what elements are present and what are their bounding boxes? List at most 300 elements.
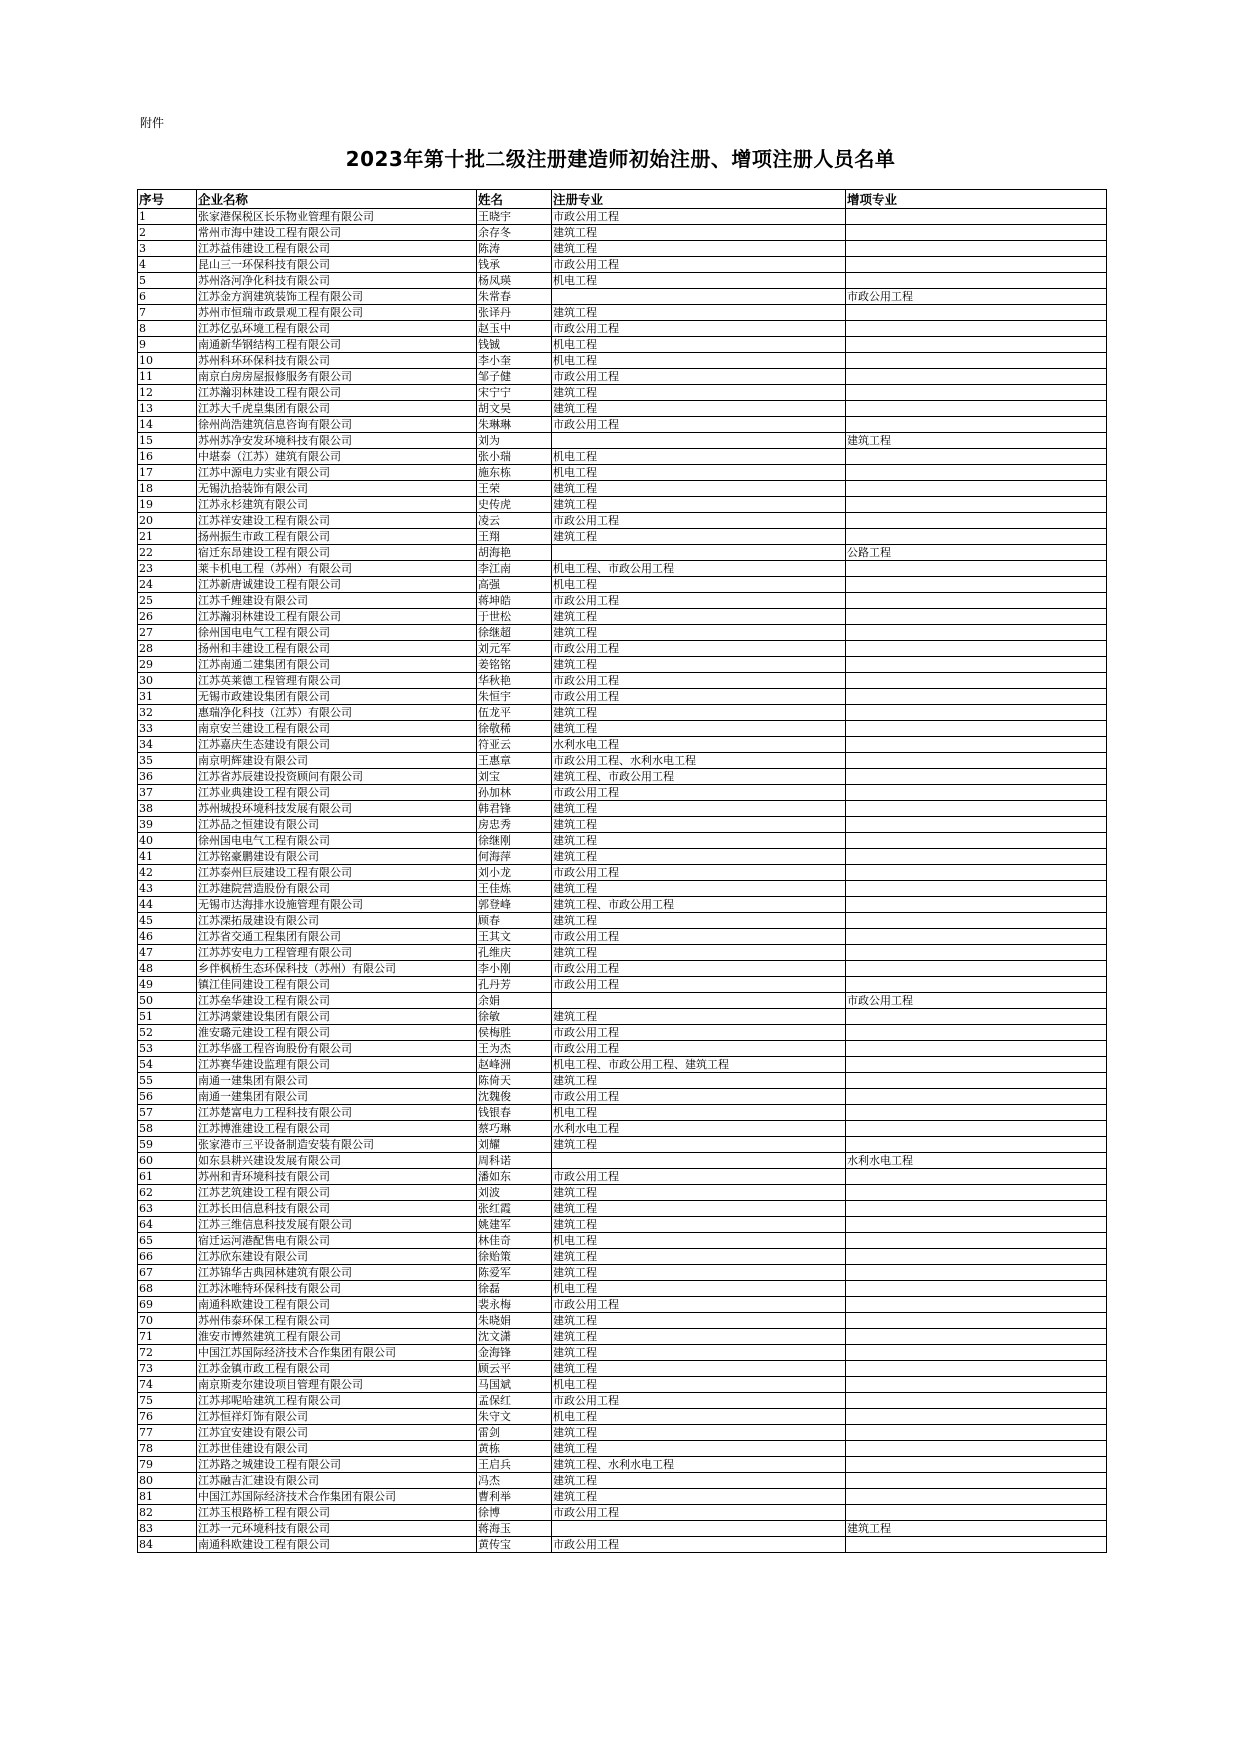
added-specialty-cell: 市政公用工程 [846,289,1107,305]
row-index-cell: 13 [138,401,197,417]
table-row [138,865,1107,881]
table-row [138,1361,1107,1377]
company-cell: 江苏金镇市政工程有限公司 [197,1361,477,1377]
row-index-cell: 64 [138,1217,197,1233]
added-specialty-cell [846,1329,1107,1345]
company-cell: 江苏苏安电力工程管理有限公司 [197,945,477,961]
company-cell: 淮安璐元建设工程有限公司 [197,1025,477,1041]
company-cell: 江苏溧拓晟建设有限公司 [197,913,477,929]
company-cell: 江苏泰州巨辰建设工程有限公司 [197,865,477,881]
added-specialty-cell [846,257,1107,273]
table-row [138,929,1107,945]
registered-specialty-cell: 市政公用工程 [552,1505,846,1521]
added-specialty-cell [846,385,1107,401]
registered-specialty-cell: 建筑工程 [552,1073,846,1089]
added-specialty-cell [846,705,1107,721]
table-row [138,497,1107,513]
person-name-cell: 钱铖 [477,337,552,353]
person-name-cell: 王启兵 [477,1457,552,1473]
row-index-cell: 51 [138,1009,197,1025]
row-index-cell: 52 [138,1025,197,1041]
added-specialty-cell [846,1025,1107,1041]
table-row [138,257,1107,273]
registered-specialty-cell: 建筑工程 [552,1473,846,1489]
person-name-cell: 赵玉中 [477,321,552,337]
table-row [138,1009,1107,1025]
added-specialty-cell [846,497,1107,513]
registered-specialty-cell: 建筑工程 [552,1489,846,1505]
registered-specialty-cell: 建筑工程 [552,1009,846,1025]
registered-specialty-cell: 建筑工程 [552,1249,846,1265]
registered-specialty-cell: 建筑工程 [552,1361,846,1377]
person-name-cell: 杨凤瑛 [477,273,552,289]
person-name-cell: 徐继刚 [477,833,552,849]
table-row [138,1041,1107,1057]
person-name-cell: 胡海艳 [477,545,552,561]
registered-specialty-cell: 机电工程 [552,577,846,593]
company-cell: 江苏中源电力实业有限公司 [197,465,477,481]
row-index-cell: 67 [138,1265,197,1281]
person-name-cell: 蒋海玉 [477,1521,552,1537]
row-index-cell: 78 [138,1441,197,1457]
added-specialty-cell: 市政公用工程 [846,993,1107,1009]
registered-specialty-cell: 建筑工程 [552,225,846,241]
registered-specialty-cell: 水利水电工程 [552,1121,846,1137]
company-cell: 江苏宜安建设有限公司 [197,1425,477,1441]
company-cell: 苏州和青环境科技有限公司 [197,1169,477,1185]
registered-specialty-cell: 建筑工程 [552,497,846,513]
registered-specialty-cell [552,993,846,1009]
added-specialty-cell [846,225,1107,241]
person-name-cell: 余存冬 [477,225,552,241]
person-name-cell: 伍龙平 [477,705,552,721]
row-index-cell: 22 [138,545,197,561]
added-specialty-cell [846,561,1107,577]
added-specialty-cell [846,1489,1107,1505]
registered-specialty-cell: 建筑工程 [552,241,846,257]
table-row [138,1521,1107,1537]
company-cell: 江苏益伟建设工程有限公司 [197,241,477,257]
registered-specialty-cell: 市政公用工程 [552,1041,846,1057]
person-name-cell: 徐贻策 [477,1249,552,1265]
row-index-cell: 15 [138,433,197,449]
registered-specialty-cell: 建筑工程 [552,529,846,545]
company-cell: 如东县耕兴建设发展有限公司 [197,1153,477,1169]
person-name-cell: 沈文潇 [477,1329,552,1345]
company-cell: 淮安市博然建筑工程有限公司 [197,1329,477,1345]
row-index-cell: 50 [138,993,197,1009]
table-row [138,337,1107,353]
row-index-cell: 36 [138,769,197,785]
person-name-cell: 王晓宇 [477,209,552,225]
table-row [138,1409,1107,1425]
added-specialty-cell [846,1441,1107,1457]
person-name-cell: 朱晓娟 [477,1313,552,1329]
row-index-cell: 10 [138,353,197,369]
registered-specialty-cell: 建筑工程 [552,657,846,673]
table-row [138,849,1107,865]
company-cell: 苏州伟泰环保工程有限公司 [197,1313,477,1329]
row-index-cell: 12 [138,385,197,401]
added-specialty-cell [846,1313,1107,1329]
company-cell: 江苏瀚羽林建设工程有限公司 [197,609,477,625]
row-index-cell: 11 [138,369,197,385]
row-index-cell: 65 [138,1233,197,1249]
company-cell: 苏州科环环保科技有限公司 [197,353,477,369]
added-specialty-cell [846,945,1107,961]
company-cell: 江苏省苏辰建设投资顾问有限公司 [197,769,477,785]
person-name-cell: 蔡巧琳 [477,1121,552,1137]
table-row [138,1329,1107,1345]
registered-specialty-cell: 建筑工程 [552,625,846,641]
column-header-index: 序号 [138,190,197,209]
added-specialty-cell [846,1137,1107,1153]
registered-specialty-cell: 市政公用工程 [552,673,846,689]
company-cell: 江苏世佳建设有限公司 [197,1441,477,1457]
added-specialty-cell [846,1009,1107,1025]
company-cell: 江苏融吉汇建设有限公司 [197,1473,477,1489]
added-specialty-cell [846,817,1107,833]
company-cell: 无锡市达海排水设施管理有限公司 [197,897,477,913]
company-cell: 宿迁东昂建设工程有限公司 [197,545,477,561]
column-header-name: 姓名 [477,190,552,209]
added-specialty-cell [846,1233,1107,1249]
table-row [138,913,1107,929]
person-name-cell: 沈魏俊 [477,1089,552,1105]
table-row [138,625,1107,641]
table-row [138,593,1107,609]
registered-specialty-cell: 建筑工程 [552,881,846,897]
person-name-cell: 宋宁宁 [477,385,552,401]
row-index-cell: 27 [138,625,197,641]
person-name-cell: 冯杰 [477,1473,552,1489]
registered-specialty-cell: 市政公用工程 [552,1025,846,1041]
company-cell: 江苏鸿蒙建设集团有限公司 [197,1009,477,1025]
person-name-cell: 王其文 [477,929,552,945]
person-name-cell: 周科诺 [477,1153,552,1169]
person-name-cell: 刘为 [477,433,552,449]
person-name-cell: 林佳奇 [477,1233,552,1249]
table-row [138,721,1107,737]
registered-specialty-cell: 机电工程 [552,337,846,353]
table-row [138,241,1107,257]
row-index-cell: 63 [138,1201,197,1217]
row-index-cell: 32 [138,705,197,721]
company-cell: 扬州振生市政工程有限公司 [197,529,477,545]
added-specialty-cell: 公路工程 [846,545,1107,561]
row-index-cell: 82 [138,1505,197,1521]
row-index-cell: 16 [138,449,197,465]
table-row [138,353,1107,369]
added-specialty-cell [846,1457,1107,1473]
added-specialty-cell [846,641,1107,657]
registered-specialty-cell [552,1521,846,1537]
row-index-cell: 46 [138,929,197,945]
person-name-cell: 朱守文 [477,1409,552,1425]
added-specialty-cell [846,913,1107,929]
company-cell: 南京斯麦尔建设项目管理有限公司 [197,1377,477,1393]
row-index-cell: 73 [138,1361,197,1377]
row-index-cell: 77 [138,1425,197,1441]
company-cell: 江苏博淮建设工程有限公司 [197,1121,477,1137]
registered-specialty-cell: 市政公用工程 [552,641,846,657]
row-index-cell: 71 [138,1329,197,1345]
registered-specialty-cell: 市政公用工程 [552,593,846,609]
company-cell: 江苏千鲤建设有限公司 [197,593,477,609]
registered-specialty-cell: 市政公用工程、水利水电工程 [552,753,846,769]
row-index-cell: 1 [138,209,197,225]
person-name-cell: 孟保红 [477,1393,552,1409]
registered-specialty-cell: 市政公用工程 [552,961,846,977]
company-cell: 宿迁运河港配售电有限公司 [197,1233,477,1249]
company-cell: 江苏艺筑建设工程有限公司 [197,1185,477,1201]
row-index-cell: 40 [138,833,197,849]
row-index-cell: 26 [138,609,197,625]
added-specialty-cell [846,305,1107,321]
table-row [138,945,1107,961]
registered-specialty-cell: 建筑工程 [552,1185,846,1201]
row-index-cell: 6 [138,289,197,305]
table-row [138,1441,1107,1457]
person-name-cell: 刘宝 [477,769,552,785]
row-index-cell: 69 [138,1297,197,1313]
registered-specialty-cell: 机电工程 [552,465,846,481]
registered-specialty-cell: 建筑工程 [552,913,846,929]
registered-specialty-cell [552,1153,846,1169]
row-index-cell: 33 [138,721,197,737]
registered-specialty-cell: 建筑工程 [552,1425,846,1441]
registered-specialty-cell: 市政公用工程 [552,689,846,705]
added-specialty-cell [846,1393,1107,1409]
table-row [138,1137,1107,1153]
registered-specialty-cell: 机电工程 [552,353,846,369]
person-name-cell: 雷剑 [477,1425,552,1441]
registered-specialty-cell: 市政公用工程 [552,929,846,945]
row-index-cell: 43 [138,881,197,897]
added-specialty-cell [846,1537,1107,1553]
table-row [138,529,1107,545]
added-specialty-cell: 建筑工程 [846,1521,1107,1537]
added-specialty-cell [846,1041,1107,1057]
registered-specialty-cell: 建筑工程 [552,721,846,737]
added-specialty-cell [846,465,1107,481]
row-index-cell: 70 [138,1313,197,1329]
row-index-cell: 41 [138,849,197,865]
table-row [138,1153,1107,1169]
person-name-cell: 姜铭铭 [477,657,552,673]
company-cell: 苏州市恒瑞市政景观工程有限公司 [197,305,477,321]
page-title: 2023年第十批二级注册建造师初始注册、增项注册人员名单 [345,147,896,171]
table-row [138,1073,1107,1089]
row-index-cell: 8 [138,321,197,337]
added-specialty-cell: 水利水电工程 [846,1153,1107,1169]
added-specialty-cell [846,977,1107,993]
row-index-cell: 54 [138,1057,197,1073]
person-name-cell: 金海锋 [477,1345,552,1361]
company-cell: 江苏路之城建设工程有限公司 [197,1457,477,1473]
registered-specialty-cell [552,433,846,449]
company-cell: 镇江佳同建设工程有限公司 [197,977,477,993]
registered-specialty-cell: 市政公用工程 [552,785,846,801]
registered-specialty-cell: 市政公用工程 [552,209,846,225]
registered-specialty-cell: 建筑工程 [552,945,846,961]
registered-specialty-cell: 市政公用工程 [552,1089,846,1105]
added-specialty-cell [846,369,1107,385]
person-name-cell: 朱恒宇 [477,689,552,705]
added-specialty-cell [846,929,1107,945]
table-row [138,513,1107,529]
table-row [138,817,1107,833]
registered-specialty-cell: 建筑工程 [552,849,846,865]
person-name-cell: 何海萍 [477,849,552,865]
row-index-cell: 24 [138,577,197,593]
person-name-cell: 王荣 [477,481,552,497]
table-row [138,1265,1107,1281]
registered-specialty-cell: 建筑工程 [552,1345,846,1361]
company-cell: 江苏沐唯特环保科技有限公司 [197,1281,477,1297]
added-specialty-cell [846,609,1107,625]
added-specialty-cell [846,1089,1107,1105]
company-cell: 江苏金方润建筑装饰工程有限公司 [197,289,477,305]
added-specialty-cell [846,721,1107,737]
row-index-cell: 29 [138,657,197,673]
added-specialty-cell [846,961,1107,977]
added-specialty-cell [846,1409,1107,1425]
company-cell: 江苏大千虎皇集团有限公司 [197,401,477,417]
person-name-cell: 黄栋 [477,1441,552,1457]
row-index-cell: 62 [138,1185,197,1201]
row-index-cell: 39 [138,817,197,833]
company-cell: 南通一建集团有限公司 [197,1073,477,1089]
row-index-cell: 7 [138,305,197,321]
added-specialty-cell [846,401,1107,417]
row-index-cell: 80 [138,1473,197,1489]
row-index-cell: 47 [138,945,197,961]
registered-specialty-cell: 机电工程、市政公用工程、建筑工程 [552,1057,846,1073]
registered-specialty-cell: 建筑工程 [552,481,846,497]
company-cell: 江苏南通二建集团有限公司 [197,657,477,673]
added-specialty-cell [846,337,1107,353]
registered-specialty-cell: 市政公用工程 [552,1297,846,1313]
table-row [138,657,1107,673]
registered-specialty-cell: 建筑工程 [552,801,846,817]
company-cell: 徐州国电电气工程有限公司 [197,833,477,849]
table-row [138,961,1107,977]
row-index-cell: 45 [138,913,197,929]
added-specialty-cell [846,1281,1107,1297]
row-index-cell: 81 [138,1489,197,1505]
added-specialty-cell [846,1249,1107,1265]
added-specialty-cell [846,1105,1107,1121]
row-index-cell: 44 [138,897,197,913]
person-name-cell: 赵峰洲 [477,1057,552,1073]
added-specialty-cell [846,1073,1107,1089]
person-name-cell: 孙加林 [477,785,552,801]
registered-specialty-cell: 建筑工程 [552,1313,846,1329]
company-cell: 南通一建集团有限公司 [197,1089,477,1105]
row-index-cell: 18 [138,481,197,497]
added-specialty-cell [846,625,1107,641]
row-index-cell: 56 [138,1089,197,1105]
person-name-cell: 邹子健 [477,369,552,385]
row-index-cell: 42 [138,865,197,881]
table-body [138,209,1107,1553]
table-row [138,465,1107,481]
person-name-cell: 韩君锋 [477,801,552,817]
added-specialty-cell [846,881,1107,897]
added-specialty-cell [846,1505,1107,1521]
row-index-cell: 30 [138,673,197,689]
table-row [138,1377,1107,1393]
company-cell: 徐州国电电气工程有限公司 [197,625,477,641]
table-row [138,1297,1107,1313]
table-row [138,321,1107,337]
person-name-cell: 张小瑞 [477,449,552,465]
table-row [138,1169,1107,1185]
table-row [138,1457,1107,1473]
registered-specialty-cell: 水利水电工程 [552,737,846,753]
registered-specialty-cell: 建筑工程 [552,817,846,833]
registered-specialty-cell: 机电工程 [552,1105,846,1121]
table-row [138,833,1107,849]
person-name-cell: 徐继超 [477,625,552,641]
table-row [138,1089,1107,1105]
company-cell: 苏州城投环境科技发展有限公司 [197,801,477,817]
table-row [138,673,1107,689]
row-index-cell: 28 [138,641,197,657]
table-row [138,881,1107,897]
row-index-cell: 49 [138,977,197,993]
person-name-cell: 刘耀 [477,1137,552,1153]
table-row [138,417,1107,433]
company-cell: 无锡氿拾装饰有限公司 [197,481,477,497]
table-row [138,577,1107,593]
added-specialty-cell [846,801,1107,817]
registered-specialty-cell: 建筑工程 [552,705,846,721]
company-cell: 江苏恒祥灯饰有限公司 [197,1409,477,1425]
row-index-cell: 14 [138,417,197,433]
company-cell: 常州市海中建设工程有限公司 [197,225,477,241]
row-index-cell: 2 [138,225,197,241]
table-row [138,561,1107,577]
table-row [138,801,1107,817]
table-row [138,385,1107,401]
person-name-cell: 裴永梅 [477,1297,552,1313]
registered-specialty-cell: 建筑工程 [552,1329,846,1345]
company-cell: 江苏业典建设工程有限公司 [197,785,477,801]
company-cell: 江苏华盛工程咨询股份有限公司 [197,1041,477,1057]
registered-specialty-cell [552,545,846,561]
row-index-cell: 61 [138,1169,197,1185]
added-specialty-cell [846,529,1107,545]
table-row [138,1473,1107,1489]
registered-specialty-cell: 建筑工程 [552,1201,846,1217]
person-name-cell: 张译丹 [477,305,552,321]
table-row [138,1121,1107,1137]
row-index-cell: 3 [138,241,197,257]
person-name-cell: 房忠秀 [477,817,552,833]
added-specialty-cell [846,753,1107,769]
person-name-cell: 朱琳琳 [477,417,552,433]
row-index-cell: 60 [138,1153,197,1169]
added-specialty-cell [846,1265,1107,1281]
added-specialty-cell [846,1121,1107,1137]
person-name-cell: 马国斌 [477,1377,552,1393]
person-name-cell: 余娟 [477,993,552,1009]
person-name-cell: 侯梅胜 [477,1025,552,1041]
table-row [138,785,1107,801]
row-index-cell: 66 [138,1249,197,1265]
